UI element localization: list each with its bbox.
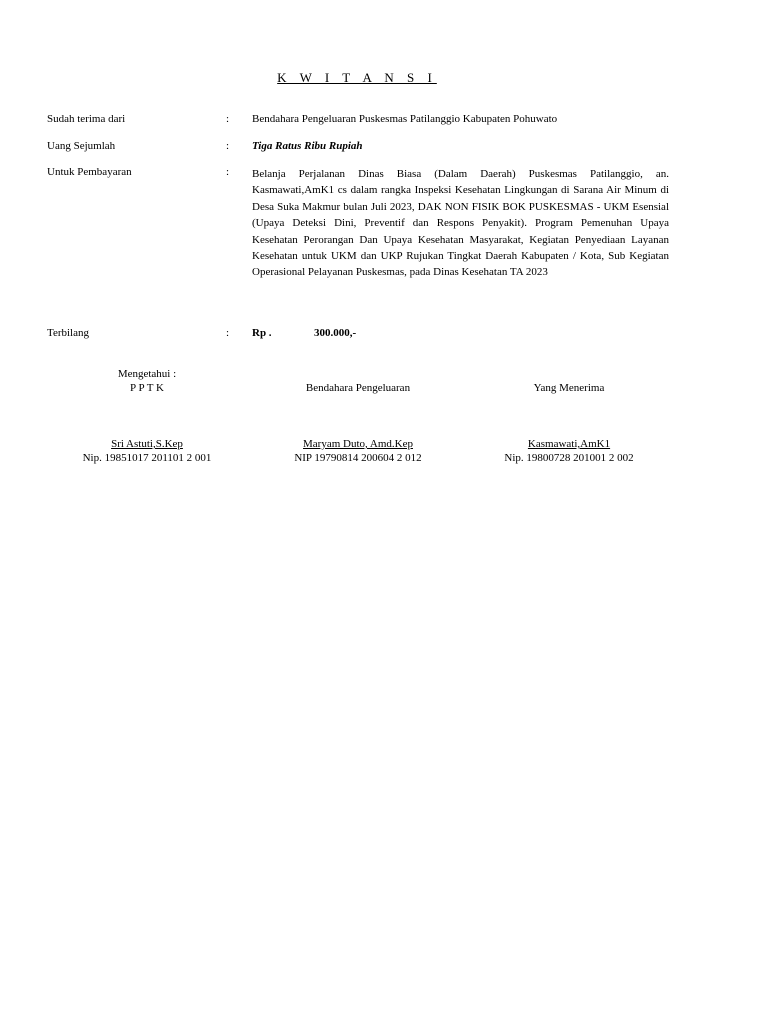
pptk-role-label: P P T K (130, 382, 164, 394)
received-from-colon: : (226, 113, 230, 125)
received-from-label: Sudah terima dari (47, 113, 126, 125)
pptk-signature-space (47, 395, 247, 437)
signature-recipient (469, 381, 669, 465)
total-amount: 300.000,- (314, 327, 357, 339)
signature-pptk (47, 367, 247, 465)
pptk-name: Sri Astuti,S.Kep (111, 438, 183, 450)
recipient-name: Kasmawati,AmK1 (527, 438, 611, 450)
treasurer-nip: NIP 19790814 200604 2 012 (294, 452, 422, 464)
payment-purpose-value: Belanja Perjalanan Dinas Biasa (Dalam Daerah) Puskesmas Patilanggio, an. Kasmawati,AmK1 cs dalam rangka Inspeksi Kesehatan Lingkungan di Sarana Air Minum di Desa Suka Makmur bulan Juli 2023, DAK NON FISIK BOK PUSKESMAS - UKM Esensial (Upaya Deteksi Dini, Preventif dan Respons Penyakit). Program Pemenuhan Upaya Kesehatan Perorangan Dan Upaya Kesehatan Masyarakat, Kegiatan Penyediaan Layanan Kesehatan untuk UKM dan UKP Rujukan Tingkat Daerah Kabupaten / Kota, Sub Kegiatan Operasional Pelayanan Puskesmas, pada Dinas Kesehatan TA 2023 (252, 168, 669, 279)
total-label: Terbilang (47, 327, 89, 339)
payment-purpose-colon: : (226, 166, 230, 178)
recipient-role-label: Yang Menerima (533, 382, 605, 394)
pptk-acknowledged-label: Mengetahui : (117, 368, 177, 380)
treasurer-role-label: Bendahara Pengeluaran (305, 382, 411, 394)
recipient-signature-space (469, 395, 669, 437)
total-currency: Rp . (252, 327, 272, 339)
total-value (252, 327, 669, 339)
received-from-value: Bendahara Pengeluaran Puskesmas Patilanggio Kabupaten Pohuwato (252, 113, 558, 125)
total-colon: : (226, 327, 230, 339)
document-title: K W I T A N S I (277, 70, 437, 85)
treasurer-name: Maryam Duto, Amd.Kep (303, 438, 413, 450)
treasurer-signature-space (258, 395, 458, 437)
pptk-nip: Nip. 19851017 201101 2 001 (82, 452, 212, 464)
payment-purpose-label: Untuk Pembayaran (47, 166, 132, 178)
amount-words-colon: : (226, 140, 230, 152)
signature-treasurer (258, 381, 458, 465)
amount-words-value: Tiga Ratus Ribu Rupiah (252, 140, 363, 152)
recipient-nip: Nip. 19800728 201001 2 002 (504, 452, 634, 464)
amount-words-label: Uang Sejumlah (47, 140, 116, 152)
